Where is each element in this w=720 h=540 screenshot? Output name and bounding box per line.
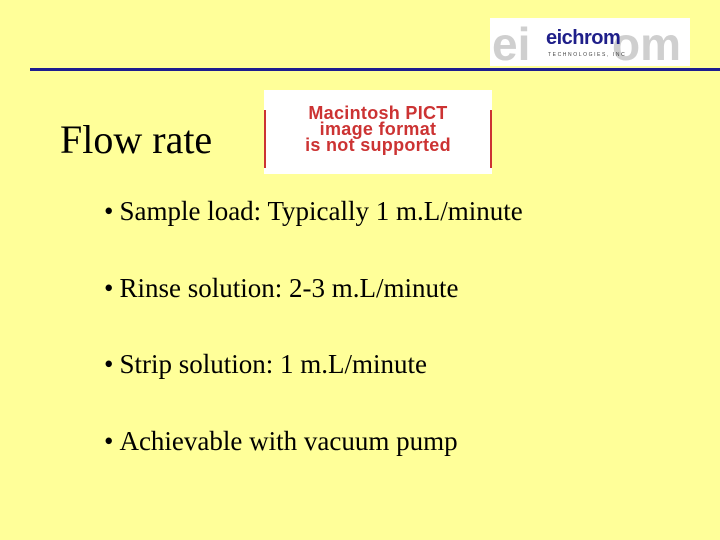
unsupported-image-placeholder — [264, 90, 492, 174]
placeholder-line: image format — [319, 119, 437, 139]
svg-text:om: om — [612, 18, 681, 66]
bullet-text: Achievable with vacuum pump — [119, 426, 458, 456]
placeholder-line: is not supported — [305, 135, 451, 155]
logo-subline: TECHNOLOGIES, INC — [548, 52, 627, 58]
bullet-item — [104, 348, 427, 380]
bullet-dot-icon: • — [104, 349, 114, 379]
eichrom-logo — [490, 18, 690, 66]
bullet-dot-icon: • — [104, 196, 114, 226]
placeholder-line: Macintosh PICT — [308, 103, 448, 123]
bullet-dot-icon: • — [104, 426, 114, 456]
bullet-text: Strip solution: 1 m.L/minute — [119, 349, 427, 379]
svg-text:ei: ei — [492, 18, 531, 66]
logo-wordmark: eichrom — [546, 27, 621, 49]
bullet-text: Rinse solution: 2-3 m.L/minute — [119, 273, 459, 303]
bullet-text: Sample load: Typically 1 m.L/minute — [119, 196, 523, 226]
bullet-item — [104, 272, 458, 304]
bullet-dot-icon: • — [104, 273, 114, 303]
bullet-item — [104, 195, 523, 227]
bullet-item — [104, 425, 458, 457]
slide-title: Flow rate — [60, 117, 213, 162]
header-rule — [30, 68, 720, 71]
